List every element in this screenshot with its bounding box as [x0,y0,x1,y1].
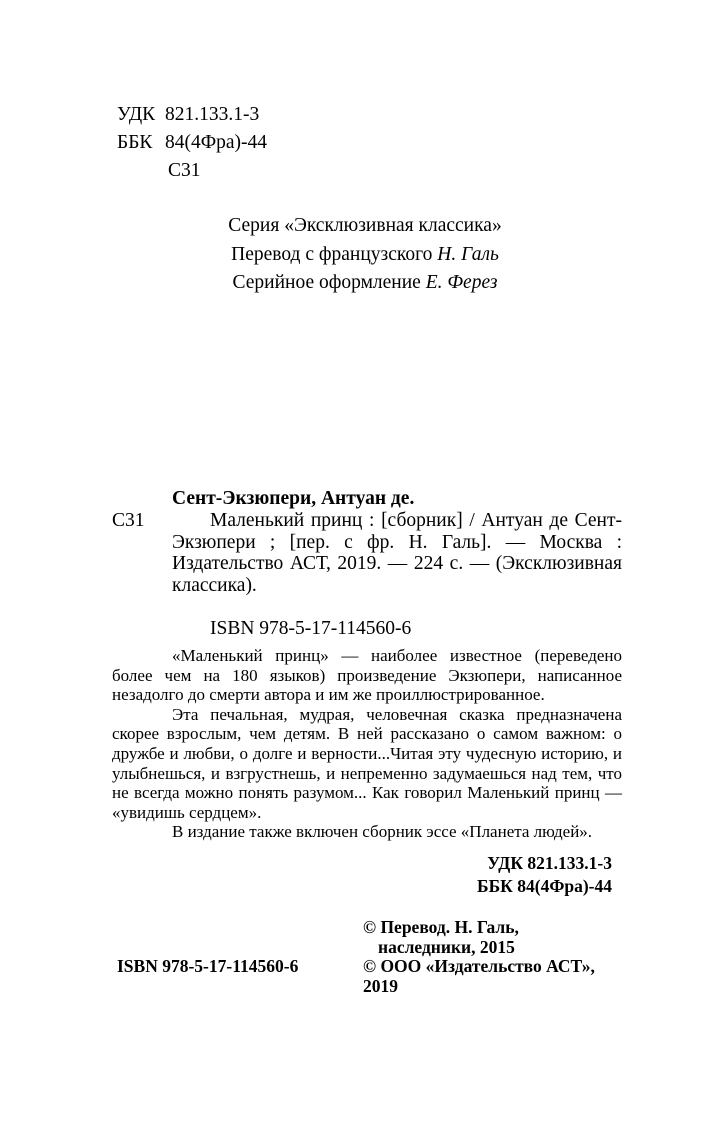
bottom-classification-codes [112,852,612,897]
bbk-label: ББК [117,132,153,153]
isbn-line: ISBN 978-5-17-114560-6 [210,617,412,639]
copyright-publisher-line: © ООО «Издательство АСТ», 2019 [363,956,595,996]
copyright-translation-line2: наследники, 2015 [378,936,515,957]
bibliographic-description: Маленький принц : [сборник] / Антуан де Сент-Экзюпери ; [пер. с фр. Н. Галь]. — Москва : Издательство АСТ, 2019. — 224 с. — (Эксклюзивная классика). [172,509,622,597]
bbk-bottom: ББК 84(4Фра)-44 [477,875,612,896]
top-classification-codes [117,101,267,185]
series-title-line: Серия «Эксклюзивная классика» [228,215,502,236]
udc-bottom: УДК 821.133.1-3 [487,853,612,873]
copyright-translation-line1: © Перевод. Н. Галь, [363,917,519,937]
udc-label: УДК [117,104,156,125]
isbn-bottom: ISBN 978-5-17-114560-6 [117,956,299,976]
author-sign-top: С31 [168,160,201,181]
design-prefix: Серийное оформление [232,272,426,293]
copyright-bottom-row [112,957,622,996]
translation-prefix: Перевод с французского [231,243,438,265]
author-sign-card: С31 [112,510,145,531]
catalog-card [112,488,622,640]
udc-row [117,101,267,129]
annotation-block [112,646,622,842]
series-block [112,212,618,298]
bbk-value: 84(4Фра)-44 [165,132,268,153]
translation-line [112,241,618,270]
author-heading: Сент-Экзюпери, Антуан де. [172,488,415,509]
copyright-block [112,918,622,996]
udc-value: 821.133.1-3 [165,104,260,125]
bbk-row [117,129,267,157]
annotation-paragraph-3: В издание также включен сборник эссе «Планета людей». [172,822,593,842]
annotation-paragraph-1: «Маленький принц» — наиболее известное (переведено более чем на 180 языков) произведение Экзюпери, написанное незадолго до смерти автора и им же проиллюстрированное. [112,646,622,705]
design-line [112,269,618,298]
designer-name: Е. Ферез [425,272,498,293]
annotation-paragraph-2: Эта печальная, мудрая, человечная сказка предназначена скорее взрослым, чем детям. В ней рассказано о самом важном: о дружбе и любви, о долге и верности...Читая эту чудесную историю, и улыбнешься, и взгрустнешь, и непременно задумаешься над тем, что не всегда можно понять разумом... Как говорил Маленький принц — «увидишь сердцем». [112,704,622,822]
translator-name: Н. Галь [437,243,499,265]
